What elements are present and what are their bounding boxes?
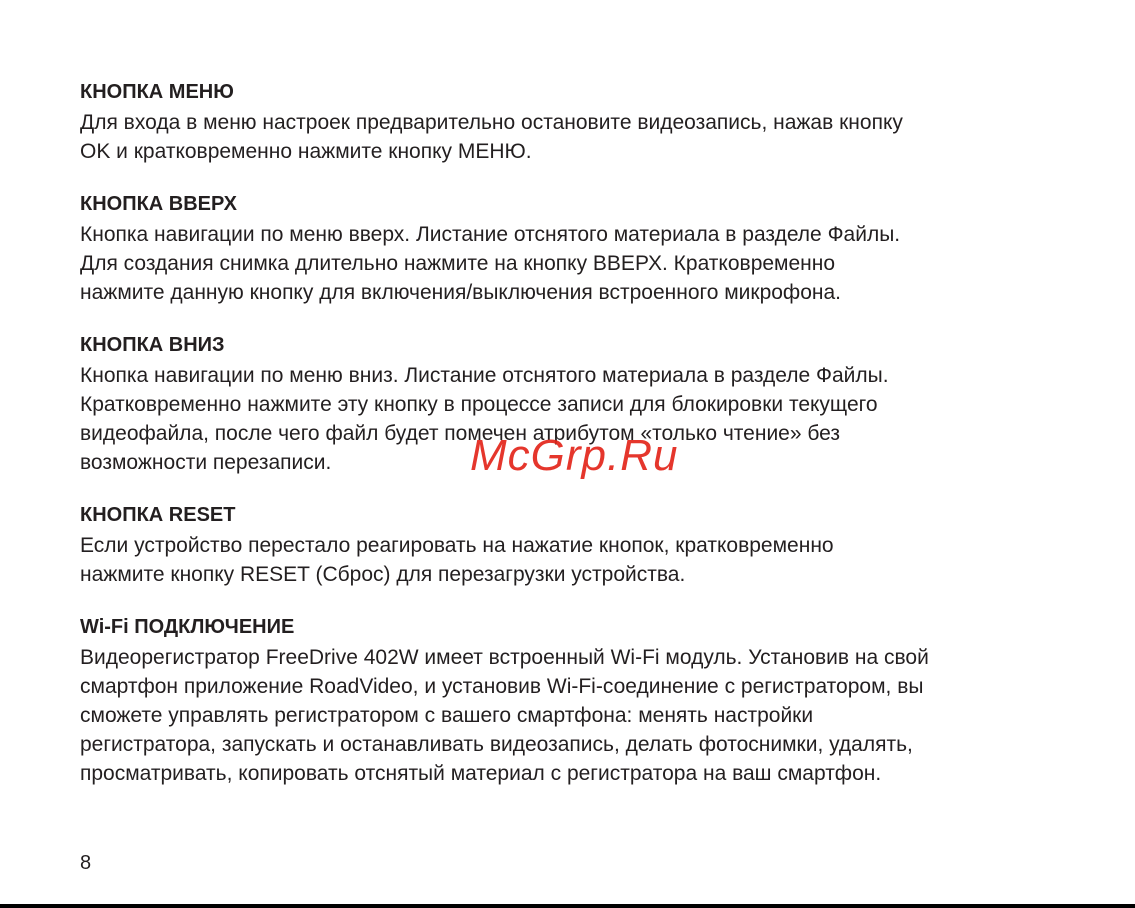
text-line: Для создания снимка длительно нажмите на кнопку ВВЕРХ. Кратковременно xyxy=(80,252,836,275)
section-heading: КНОПКА ВНИЗ xyxy=(80,334,225,356)
text-line: видеофайла, после чего файл будет помечен атрибутом «только чтение» без xyxy=(80,422,841,445)
section-body xyxy=(80,220,1080,307)
text-line: нажмите кнопку RESET (Сброс) для перезагрузки устройства. xyxy=(80,563,686,586)
text-line: OK и кратковременно нажмите кнопку МЕНЮ. xyxy=(80,140,532,163)
section-body xyxy=(80,531,1080,589)
section-heading: КНОПКА RESET xyxy=(80,504,236,526)
text-line: возможности перезаписи. xyxy=(80,451,332,474)
section-menu-button xyxy=(80,78,1080,166)
text-line: Для входа в меню настроек предварительно остановите видеозапись, нажав кнопку xyxy=(80,111,903,134)
text-line: регистратора, запускать и останавливать видеозапись, делать фотоснимки, удалять, xyxy=(80,733,913,756)
section-reset-button xyxy=(80,501,1080,589)
section-up-button xyxy=(80,190,1080,307)
watermark: McGrp.Ru xyxy=(470,431,679,480)
section-body xyxy=(80,643,1080,788)
section-wifi-connection xyxy=(80,613,1080,788)
text-line: Кратковременно нажмите эту кнопку в процессе записи для блокировки текущего xyxy=(80,393,878,416)
text-line: смартфон приложение RoadVideo, и установив Wi-Fi-соединение с регистратором, вы xyxy=(80,675,924,698)
text-line: нажмите данную кнопку для включения/выключения встроенного микрофона. xyxy=(80,281,841,304)
bottom-rule xyxy=(0,904,1135,908)
page-number: 8 xyxy=(80,852,92,874)
text-line: просматривать, копировать отснятый материал с регистратора на ваш смартфон. xyxy=(80,762,882,785)
section-heading: Wi-Fi ПОДКЛЮЧЕНИЕ xyxy=(80,616,295,638)
text-line: Кнопка навигации по меню вниз. Листание отснятого материала в разделе Файлы. xyxy=(80,364,889,387)
text-line: Видеорегистратор FreeDrive 402W имеет встроенный Wi-Fi модуль. Установив на свой xyxy=(80,646,929,669)
text-line: сможете управлять регистратором с вашего смартфона: менять настройки xyxy=(80,704,814,727)
text-line: Кнопка навигации по меню вверх. Листание отснятого материала в разделе Файлы. xyxy=(80,223,901,246)
text-line: Если устройство перестало реагировать на нажатие кнопок, кратковременно xyxy=(80,534,834,557)
section-heading: КНОПКА ВВЕРХ xyxy=(80,193,237,215)
section-heading: КНОПКА МЕНЮ xyxy=(80,81,234,103)
section-body xyxy=(80,108,1080,166)
